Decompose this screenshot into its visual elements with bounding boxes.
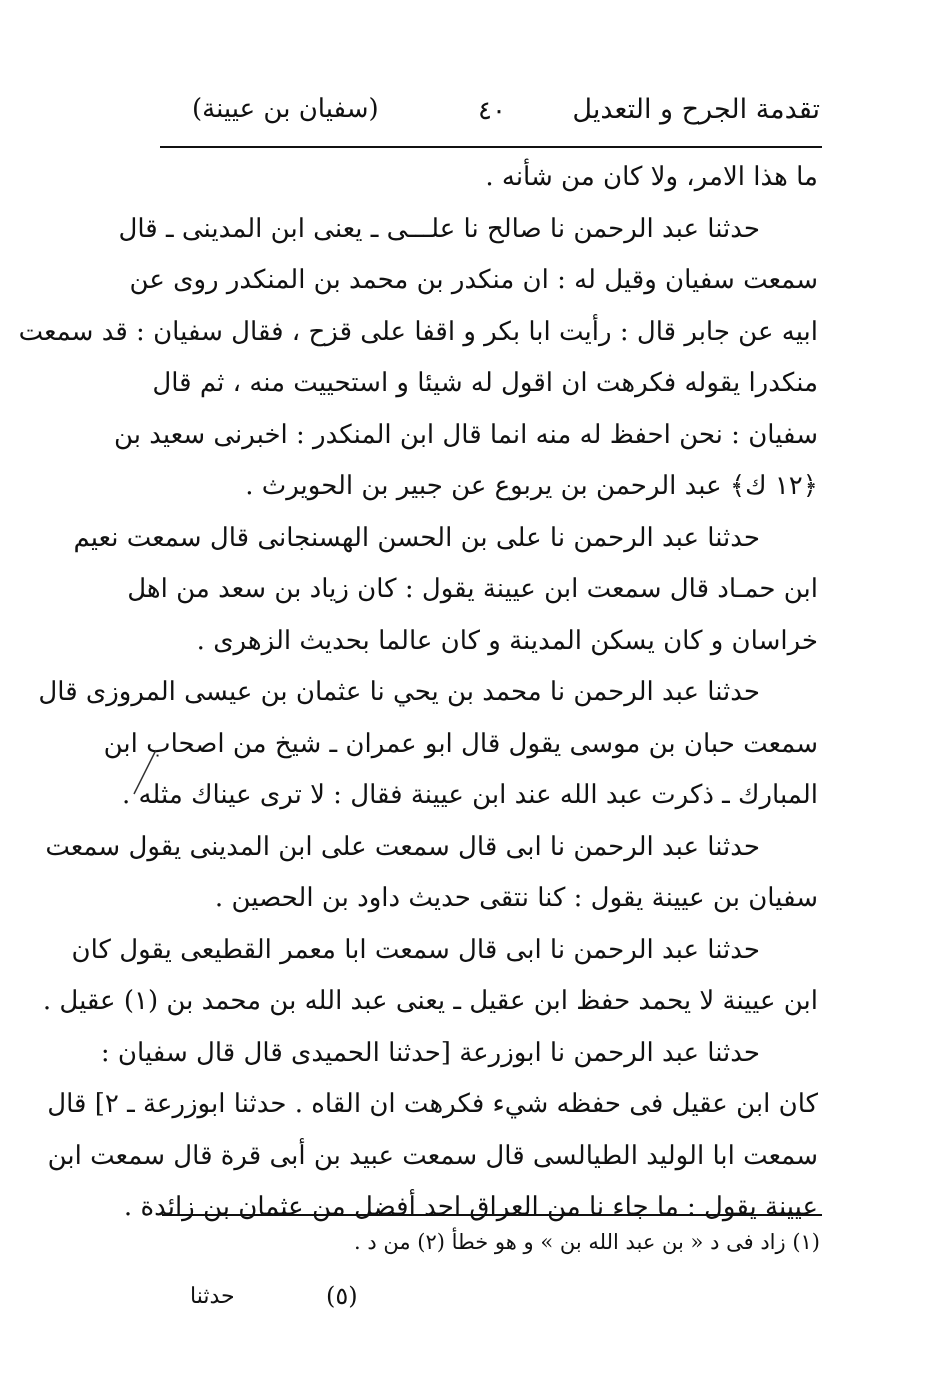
- text-line: سمعت حبان بن موسى يقول قال ابو عمران ـ شيخ من اصحاب ابن: [103, 728, 818, 759]
- text-line: حدثنا عبد الرحمن نا ابى قال سمعت على ابن المدينى يقول سمعت: [45, 831, 760, 862]
- text-line: خراسان و كان يسكن المدينة و كان عالما بحديث الزهرى .: [196, 625, 818, 656]
- text-line: حدثنا عبد الرحمن نا صالح نا علـــى ـ يعنى ابن المدينى ـ قال: [118, 213, 760, 244]
- text-line: ابن عيينة لا يحمد حفظ ابن عقيل ـ يعنى عبد الله بن محمد بن (١) عقيل .: [42, 986, 818, 1016]
- text-line: حدثنا عبد الرحمن نا ابى قال سمعت ابا معمر القطيعى يقول كان: [71, 934, 760, 965]
- signature-mark: (٥): [326, 1282, 358, 1310]
- text-line: ابيه عن جابر قال : رأيت ابا بكر و اقفا على قزح ، فقال سفيان : قد سمعت: [18, 316, 818, 347]
- book-title: تقدمة الجرح و التعديل: [572, 94, 820, 125]
- margin-pen-stroke: [130, 748, 160, 798]
- header-rule: [160, 146, 822, 148]
- text-line: عيينة يقول : ما جاء نا من العراق احد أفضل من عثمان بن زائدة .: [123, 1192, 818, 1222]
- text-line: سفيان بن عيينة يقول : كنا نتقى حديث داود بن الحصين .: [214, 883, 818, 913]
- text-line: حدثنا عبد الرحمن نا محمد بن يحي نا عثمان بن عيسى المروزى قال: [38, 677, 760, 707]
- text-line: حدثنا عبد الرحمن نا على بن الحسن الهسنجانى قال سمعت نعيم: [73, 522, 760, 553]
- section-subject: (سفيان بن عيينة): [192, 94, 379, 124]
- footnote: (١) زاد فى د « بن عبد الله بن » و هو خطأ (٢) من د .: [354, 1230, 820, 1254]
- text-line: ابن حمـاد قال سمعت ابن عيينة يقول : كان زياد بن سعد من اهل: [127, 574, 818, 604]
- text-line: ﴿١٢ ك﴾ عبد الرحمن بن يربوع عن جبير بن الحويرث .: [245, 471, 818, 501]
- text-line: كان ابن عقيل فى حفظه شيء فكرهت ان القاه . حدثنا ابوزرعة ـ ٢] قال: [47, 1089, 818, 1119]
- footnote-rule: [162, 1214, 822, 1216]
- page-number: ٤٠: [478, 96, 506, 126]
- catchword: حدثنا: [190, 1284, 235, 1309]
- text-line: حدثنا عبد الرحمن نا ابوزرعة [حدثنا الحميدى قال قال سفيان :: [100, 1037, 760, 1068]
- text-line: سفيان : نحن احفظ له منه انما قال ابن المنكدر : اخبرنى سعيد بن: [113, 419, 818, 450]
- text-line: ما هذا الامر، ولا كان من شأنه .: [485, 162, 818, 192]
- text-line: سمعت سفيان وقيل له : ان منكدر بن محمد بن المنكدر روى عن: [129, 265, 818, 295]
- running-header: [160, 88, 820, 140]
- text-line: منكدرا يقوله فكرهت ان اقول له شيئا و استحييت منه ، ثم قال: [152, 368, 818, 398]
- main-text: [18, 152, 818, 1234]
- text-line: سمعت ابا الوليد الطيالسى قال سمعت عبيد بن أبى قرة قال سمعت ابن: [47, 1140, 818, 1171]
- text-line: المبارك ـ ذكرت عبد الله عند ابن عيينة فقال : لا ترى عيناك مثله .: [121, 780, 818, 810]
